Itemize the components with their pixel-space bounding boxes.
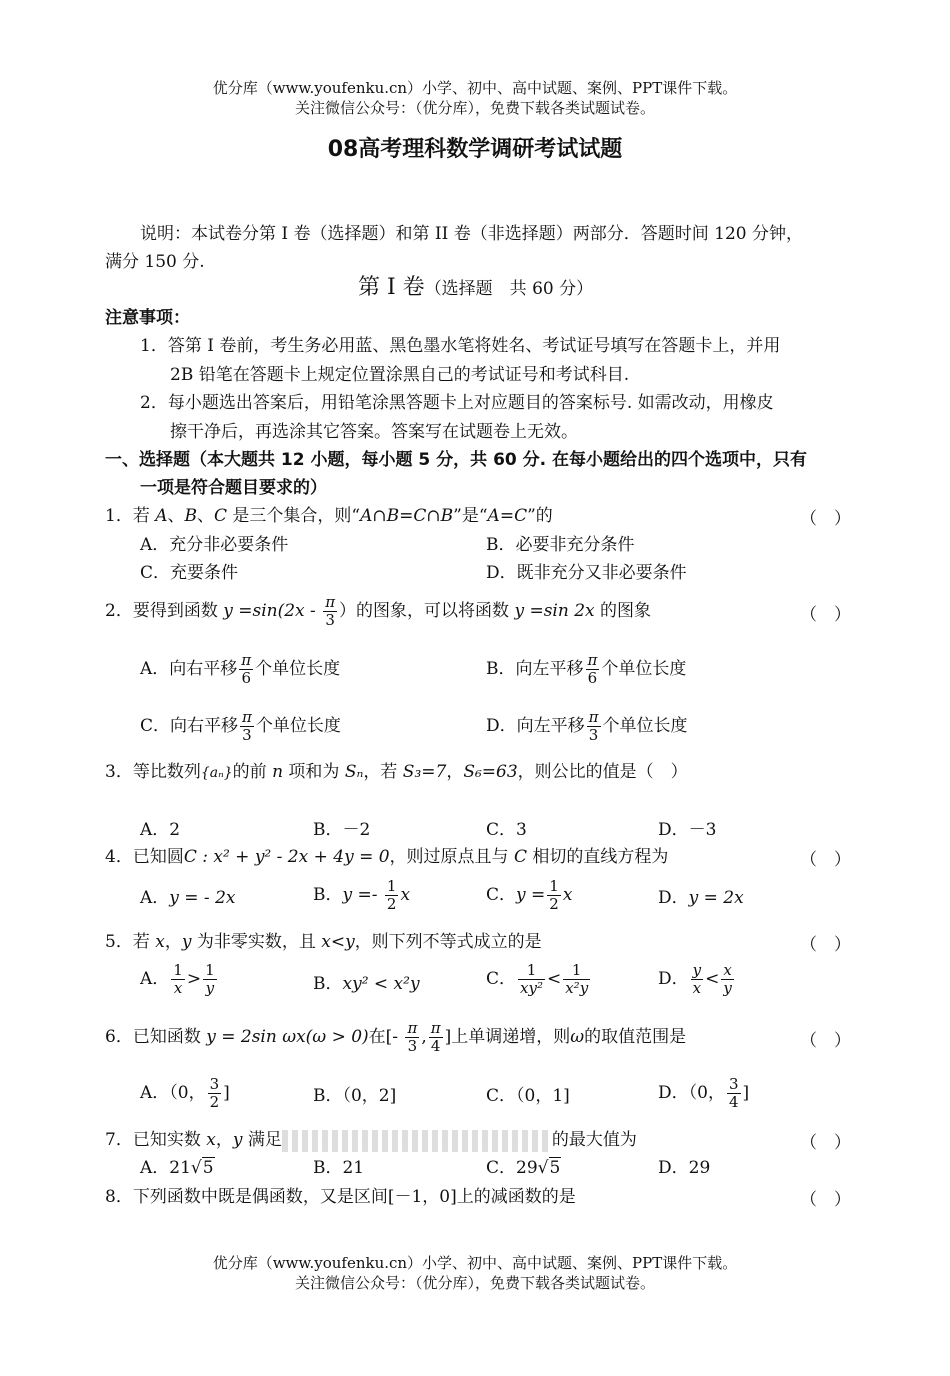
- question-2-option-a: A．向右平移 $\frac{\pi}{6}$ 个单位长度: [140, 651, 341, 687]
- question-4-stem: 4．已知圆C : x² + y² - 2x + 4y = 0，则过原点且与 C 相切的直线方程为: [105, 847, 669, 867]
- question-4-option-b: B．y =- $\frac{1}{2}$ x: [313, 877, 411, 913]
- question-6-answer-paren: （ ）: [800, 1031, 851, 1051]
- notice-item-1-line-2: 2B 铅笔在答题卡上规定位置涂黑自己的考试证号和考试科目.: [170, 365, 630, 385]
- footer-line-2: 关注微信公众号：（优分库），免费下载各类试题试卷。: [294, 1274, 655, 1292]
- question-4-option-c: C．y = $\frac{1}{2}$ x: [486, 877, 573, 913]
- question-1-option-d: D．既非充分又非必要条件: [486, 563, 687, 583]
- notice-item-2-line-1: 2．每小题选出答案后，用铅笔涂黑答题卡上对应题目的答案标号. 如需改动，用橡皮: [140, 393, 774, 413]
- question-4-answer-paren: （ ）: [800, 850, 851, 870]
- question-6-option-a: A．（0， $\frac{3}{2}$ ]: [140, 1075, 230, 1111]
- question-1-option-b: B．必要非充分条件: [486, 535, 635, 555]
- question-6-stem: 6．已知函数 y = 2sin ωx(ω > 0)在[- $\frac{\pi}{3}$ , $\frac{\pi}{4}$ ]上单调递增，则ω的取值范围是: [105, 1019, 687, 1055]
- header-line-2: 关注微信公众号：（优分库），免费下载各类试题试卷。: [294, 99, 655, 117]
- question-3-option-d: D．－3: [658, 820, 717, 840]
- sqrt-icon: √: [537, 1158, 549, 1178]
- question-3-option-b: B．－2: [313, 820, 371, 840]
- question-5-stem: 5．若 x，y 为非零实数，且 x<y，则下列不等式成立的是: [105, 932, 542, 952]
- question-1-answer-paren: （ ）: [800, 509, 851, 529]
- question-1-option-a: A．充分非必要条件: [140, 535, 289, 555]
- question-2-answer-paren: （ ）: [800, 605, 851, 625]
- footer-line-1: 优分库（www.youfenku.cn）小学、初中、高中试题、案例、PPT课件下载。: [212, 1254, 738, 1272]
- question-5-option-b: B．xy² < x²y: [313, 974, 420, 994]
- question-2-stem: 2．要得到函数 y =sin(2x - $\frac{\pi}{3}$ ）的图象，可以将函数 y =sin 2x 的图象: [105, 593, 652, 629]
- question-3-option-c: C．3: [486, 820, 527, 840]
- question-7-option-c: C．29√5: [486, 1158, 561, 1178]
- volume-main: 第 I 卷: [358, 275, 425, 300]
- question-4-option-a: A．y = - 2x: [140, 888, 236, 908]
- question-6-option-c: C．（0，1]: [486, 1086, 570, 1106]
- question-5-option-d: D． $\frac{y}{x}$ < $\frac{x}{y}$: [658, 961, 732, 997]
- question-3-stem: 3．等比数列{aₙ}的前 n 项和为 Sₙ，若 S₃=7，S₆=63，则公比的值是（ ）: [105, 762, 688, 782]
- question-2-option-d: D．向左平移 $\frac{\pi}{3}$ 个单位长度: [486, 708, 688, 744]
- question-3-option-a: A．2: [140, 820, 181, 840]
- intro-line-2: 满分 150 分.: [105, 252, 205, 272]
- question-4-option-d: D．y = 2x: [658, 888, 744, 908]
- question-7-blurred-constraints: [282, 1130, 552, 1152]
- notice-heading: 注意事项：: [105, 308, 190, 328]
- question-8-answer-paren: （ ）: [800, 1190, 851, 1210]
- question-6-option-d: D．（0， $\frac{3}{4}$ ]: [658, 1075, 750, 1111]
- volume-sub: （选择题 共 60 分）: [424, 279, 594, 299]
- notice-item-2-line-2: 擦干净后，再选涂其它答案。答案写在试题卷上无效。: [170, 422, 578, 442]
- question-5-answer-paren: （ ）: [800, 935, 851, 955]
- header-line-1: 优分库（www.youfenku.cn）小学、初中、高中试题、案例、PPT课件下载。: [212, 79, 738, 97]
- notice-item-1-line-1: 1．答第 I 卷前，考生务必用蓝、黑色墨水笔将姓名、考试证号填写在答题卡上，并用: [140, 336, 781, 356]
- intro-line-1: 说明：本试卷分第 I 卷（选择题）和第 II 卷（非选择题）两部分．答题时间 120 分钟，: [140, 224, 804, 244]
- question-1-stem: 1．若 A、B、C 是三个集合，则“A∩B=C∩B”是“A=C”的: [105, 506, 553, 526]
- sqrt-icon: √: [190, 1158, 202, 1178]
- volume-heading: [358, 276, 593, 301]
- question-7-answer-paren: （ ）: [800, 1133, 851, 1153]
- question-7-stem: 7．已知实数 x，y 满足 的最大值为: [105, 1130, 637, 1150]
- question-7-option-d: D．29: [658, 1158, 711, 1178]
- section-heading-line-2: 一项是符合题目要求的）: [140, 478, 327, 498]
- question-8-stem: 8．下列函数中既是偶函数，又是区间[－1，0]上的减函数的是: [105, 1187, 576, 1207]
- question-2-option-b: B．向左平移 $\frac{\pi}{6}$ 个单位长度: [486, 651, 687, 687]
- question-5-option-a: A． $\frac{1}{x}$ > $\frac{1}{y}$: [140, 961, 215, 997]
- question-6-option-b: B．（0，2]: [313, 1086, 397, 1106]
- question-1-option-c: C．充要条件: [140, 563, 239, 583]
- page-title: 08高考理科数学调研考试试题: [327, 137, 623, 162]
- question-7-option-a: A．21√5: [140, 1158, 214, 1178]
- question-2-option-c: C．向右平移 $\frac{\pi}{3}$ 个单位长度: [140, 708, 341, 744]
- section-heading-line-1: 一、选择题（本大题共 12 小题，每小题 5 分，共 60 分. 在每小题给出的四个选项中，只有: [105, 450, 808, 470]
- question-7-option-b: B．21: [313, 1158, 365, 1178]
- question-5-option-c: C． $\frac{1}{\text{xy²}}$ < $\frac{1}{\text{x²y}}$: [486, 961, 589, 997]
